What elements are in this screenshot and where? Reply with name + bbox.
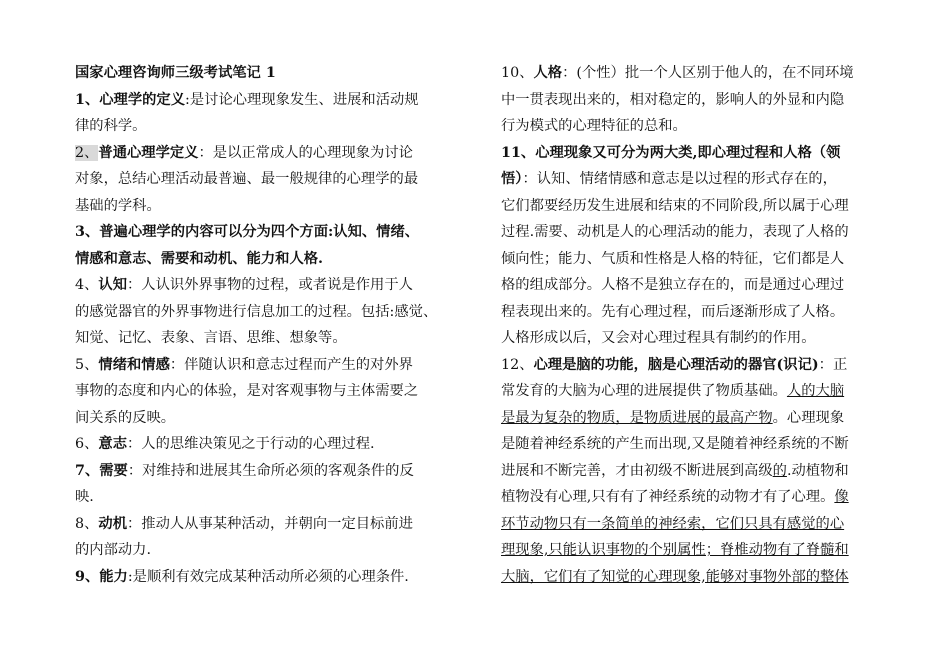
- term-heading: 1、心理学的定义: [75, 91, 186, 108]
- text-line: 基础的学科。: [75, 197, 161, 214]
- term-heading: 动机: [98, 515, 127, 532]
- text-line: 倾向性；能力、气质和性格是人格的特征，它们都是人: [501, 250, 845, 267]
- text-line: ：对维持和进展其生命所必须的客观条件的反: [127, 462, 414, 479]
- term-heading: 悟）: [501, 171, 523, 187]
- text-line: 人格形成以后，又会对心理过程具有制约的作用。: [501, 330, 816, 346]
- underlined-text: 的: [772, 462, 787, 479]
- underlined-text: 大脑，它们有了知觉的心理现象,能够对事物外部的整体: [501, 568, 849, 585]
- text-line: 格的组成部分。人格不是独立存在的，而是通过心理过: [501, 277, 845, 293]
- text-line: 律的科学。: [75, 118, 147, 134]
- item-number: 4、: [75, 277, 99, 293]
- right-column: [501, 60, 881, 590]
- paragraph-9: [75, 564, 461, 591]
- text-line: 知觉、记忆、表象、言语、思维、想象等。: [75, 330, 347, 346]
- item-number: 12、: [501, 356, 534, 373]
- paragraph-11: [501, 140, 881, 352]
- text-line: ：是以正常成人的心理现象为讨论: [198, 144, 413, 161]
- text-line: 。心理现象: [772, 409, 845, 426]
- text-line: ：人的思维决策见之于行动的心理过程.: [127, 436, 375, 452]
- item-number: 7、: [75, 462, 100, 479]
- text-line: 事物的态度和内心的体验，是对客观事物与主体需要之: [75, 383, 419, 399]
- text-line: 的感觉器官的外界事物进行信息加工的过程。包括:感觉、: [75, 303, 438, 320]
- paragraph-6: [75, 431, 461, 458]
- text-line: 过程.需要、动机是人的心理活动的能力，表现了人格的: [501, 224, 849, 240]
- text-line: ：推动人从事某种活动，并朝向一定目标前进: [127, 515, 413, 532]
- text-line: ：人认识外界事物的过程，或者说是作用于人: [127, 277, 413, 293]
- term-heading: 认知: [98, 277, 127, 293]
- text-line: :是讨论心理现象发生、进展和活动规: [185, 91, 419, 108]
- item-number: 6、: [75, 436, 99, 452]
- underlined-text: 像: [834, 489, 849, 505]
- paragraph-1: [75, 87, 461, 140]
- term-heading: 情绪和情感: [98, 356, 170, 373]
- text-line: ：(个性）批一个人区别于他人的，在不同环境: [562, 65, 854, 81]
- paragraph-5: [75, 352, 461, 432]
- text-line: 常发育的大脑为心理的进展提供了物质基础。: [501, 383, 787, 399]
- document-title: 国家心理咨询师三级考试笔记 1: [75, 65, 276, 81]
- text-line: 情感和意志、需要和动机、能力和人格.: [75, 250, 324, 267]
- term-heading: 11、心理现象又可分为两大类,即心理过程和人格（领: [501, 144, 841, 161]
- term-heading: 需要: [99, 462, 128, 479]
- underlined-text: 人的大脑: [786, 383, 845, 399]
- highlighted-number: 2、: [75, 144, 99, 161]
- text-line: ：认知、情绪情感和意志是以过程的形式存在的，: [522, 171, 837, 187]
- underlined-text: 是最为复杂的物质，是物质进展的最高产物: [501, 409, 773, 426]
- underlined-text: 理现象,只能认识事物的个别属性；脊椎动物有了脊髓和: [501, 542, 849, 558]
- paragraph-4: [75, 272, 461, 352]
- text-line: 进展和不断完善，才由初级不断进展到高级: [501, 462, 773, 479]
- text-line: 对象，总结心理活动最普遍、最一般规律的心理学的最: [75, 171, 419, 187]
- paragraph-7: [75, 458, 461, 511]
- text-line: 它们都要经历发生进展和结束的不同阶段,所以属于心理: [501, 197, 849, 214]
- paragraph-2: [75, 140, 461, 220]
- text-line: 中一贯表现出来的，相对稳定的，影响人的外显和内隐: [501, 91, 845, 108]
- paragraph-10: [501, 60, 881, 140]
- item-number: 10、: [501, 65, 534, 81]
- text-line: 3、普遍心理学的内容可以分为四个方面:认知、情绪、: [75, 224, 420, 240]
- text-line: 程表现出来的。先有心理过程，而后逐渐形成了人格。: [501, 303, 845, 320]
- text-line: .动植物和: [786, 462, 849, 479]
- text-line: ：正: [818, 356, 848, 373]
- term-heading: 意志: [98, 436, 127, 452]
- text-line: 的内部动力.: [75, 542, 152, 558]
- text-line: :是顺利有效完成某种活动所必须的心理条件.: [127, 568, 409, 585]
- paragraph-8: [75, 511, 461, 564]
- item-number: 8、: [75, 515, 99, 532]
- text-line: 间关系的反映。: [75, 409, 176, 426]
- term-heading: 心理是脑的功能，脑是心理活动的器官(识记): [533, 356, 819, 373]
- underlined-text: 环节动物只有一条简单的神经索，它们只具有感觉的心: [501, 515, 845, 532]
- text-line: 映.: [75, 489, 94, 505]
- term-heading: 普通心理学定义: [98, 144, 199, 161]
- text-line: 行为模式的心理特征的总和。: [501, 118, 687, 134]
- left-column: [75, 60, 461, 590]
- paragraph-3: [75, 219, 461, 272]
- text-line: ：伴随认识和意志过程而产生的对外界: [169, 356, 413, 373]
- term-heading: 9、能力: [75, 568, 128, 585]
- term-heading: 人格: [533, 65, 563, 81]
- item-number: 5、: [75, 356, 99, 373]
- text-line: 是随着神经系统的产生而出现,又是随着神经系统的不断: [501, 436, 849, 452]
- text-line: 植物没有心理,只有有了神经系统的动物才有了心理。: [501, 489, 835, 505]
- paragraph-12: [501, 352, 881, 591]
